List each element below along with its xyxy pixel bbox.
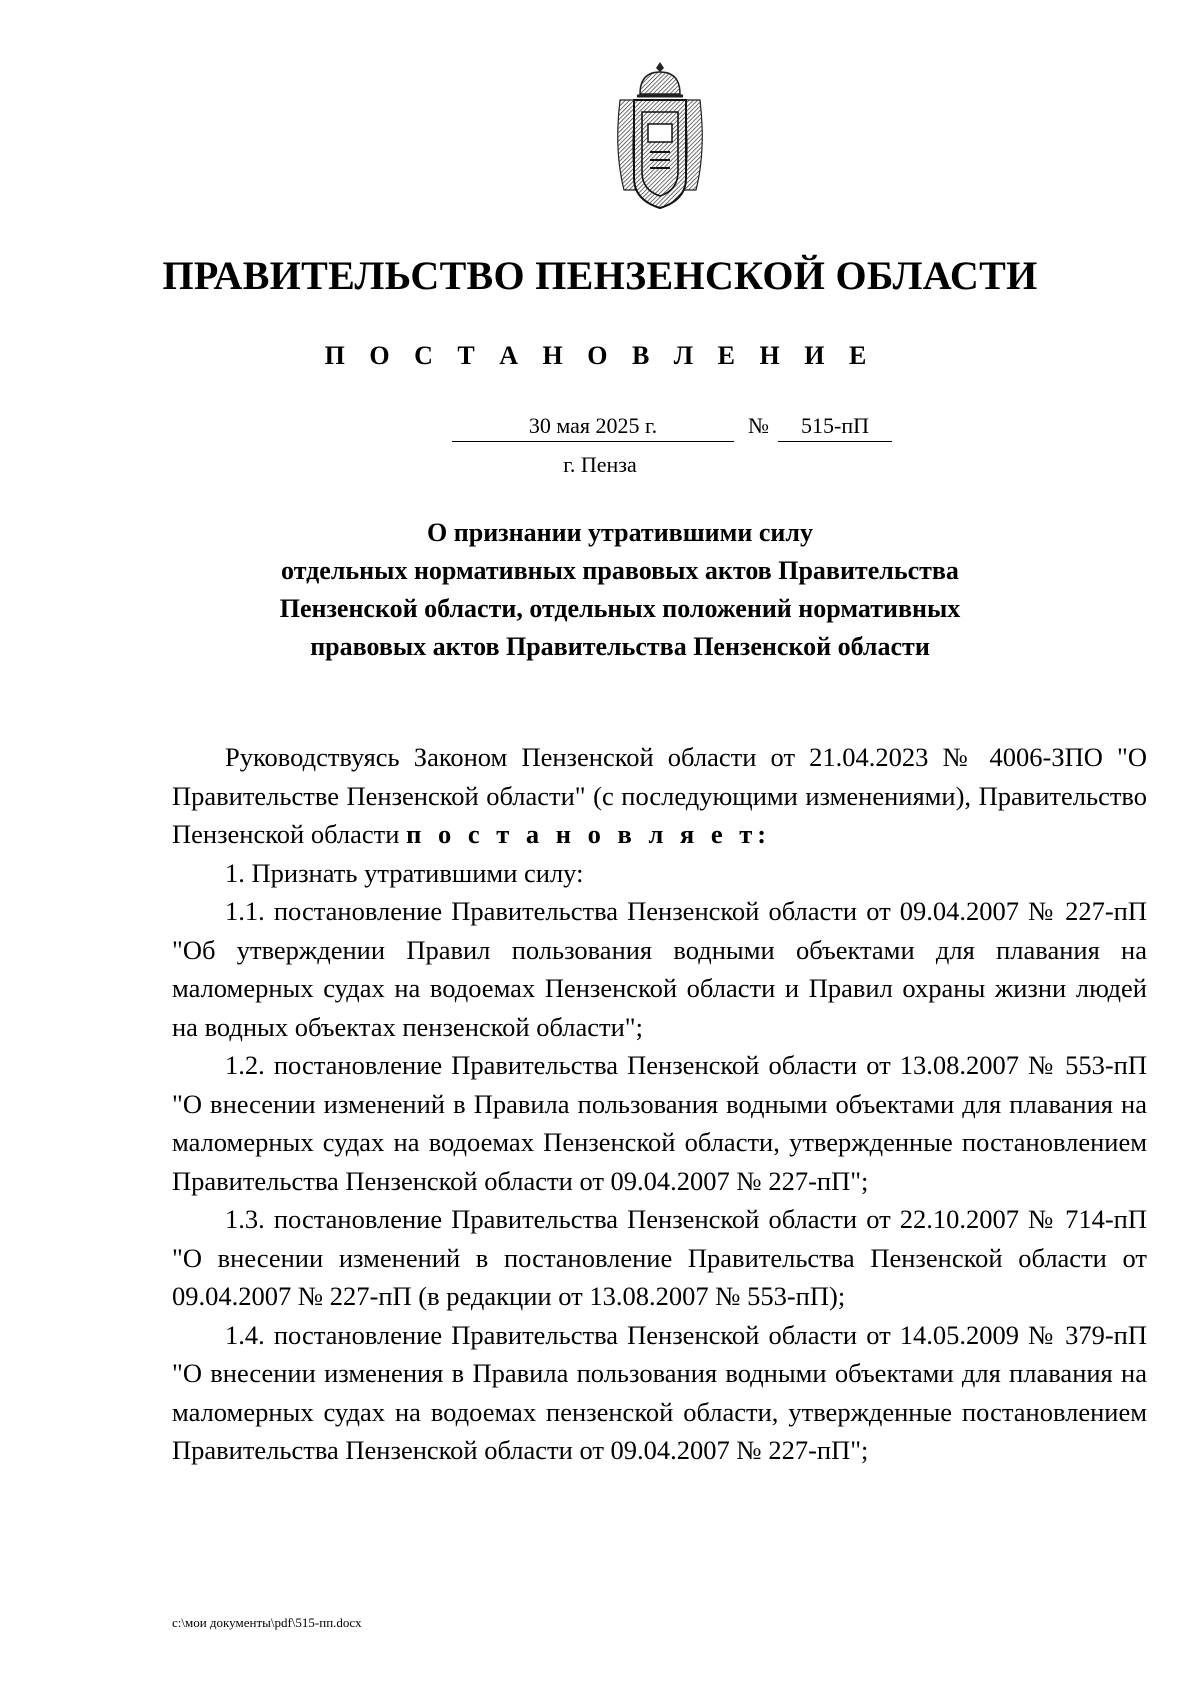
decree-title-line: О признании утратившими силу	[427, 518, 813, 547]
preamble-action: п о с т а н о в л я е т:	[406, 819, 772, 849]
decree-body	[172, 738, 1147, 1470]
decree-title-line: отдельных нормативных правовых актов Правительства	[281, 556, 959, 585]
paragraph-1-3: 1.3. постановление Правительства Пензенской области от 22.10.2007 № 714-пП "О внесении изменений в постановление Правительства Пензенской области от 09.04.2007 № 227-пП (в редакции от 13.08.2007 № 553-пП);	[172, 1204, 1147, 1311]
city: г. Пенза	[563, 452, 637, 477]
paragraph-1-2: 1.2. постановление Правительства Пензенской области от 13.08.2007 № 553-пП "О внесении изменений в Правила пользования водными объектами для плавания на маломерных судах на водоемах Пензенской области, утвержденные постановлением Правительства Пензенской области от 09.04.2007 № 227-пП";	[172, 1050, 1147, 1196]
paragraph-1-4: 1.4. постановление Правительства Пензенской области от 14.05.2009 № 379-пП "О внесении изменения в Правила пользования водными объектами для плавания на маломерных судах на водоемах пензенской области, утвержденные постановлением Правительства Пензенской области от 09.04.2007 № 227-пП";	[172, 1319, 1147, 1465]
preamble-paragraph	[172, 738, 1147, 854]
file-path-footer: c:\мои документы\pdf\515-пп.docx	[172, 1615, 362, 1630]
document-type: П О С Т А Н О В Л Е Н И Е	[324, 341, 876, 370]
government-name: ПРАВИТЕЛЬСТВО ПЕНЗЕНСКОЙ ОБЛАСТИ	[162, 253, 1038, 298]
decree-title-line: правовых актов Правительства Пензенской области	[310, 632, 930, 661]
paragraph-1: 1. Признать утратившими силу:	[225, 857, 584, 888]
paragraph-1-1: 1.1. постановление Правительства Пензенской области от 09.04.2007 № 227-пП "Об утверждении Правил пользования водными объектами для плавания на маломерных судах на водоемах Пензенской области и Правил охраны жизни людей на водных объектах пензенской области";	[172, 896, 1147, 1042]
decree-date: 30 мая 2025 г.	[452, 413, 734, 442]
number-sign: №	[748, 413, 769, 438]
decree-title-line: Пензенской области, отдельных положений нормативных	[279, 594, 961, 623]
preamble-text: Руководствуясь Законом Пензенской области от 21.04.2023 № 4006-ЗПО "О Правительстве Пензенской области" (с последующими изменениями), Правительство Пензенской области	[172, 742, 1147, 849]
decree-title	[240, 514, 1000, 666]
decree-number: 515-пП	[778, 413, 892, 442]
coat-of-arms-emblem	[610, 60, 710, 212]
